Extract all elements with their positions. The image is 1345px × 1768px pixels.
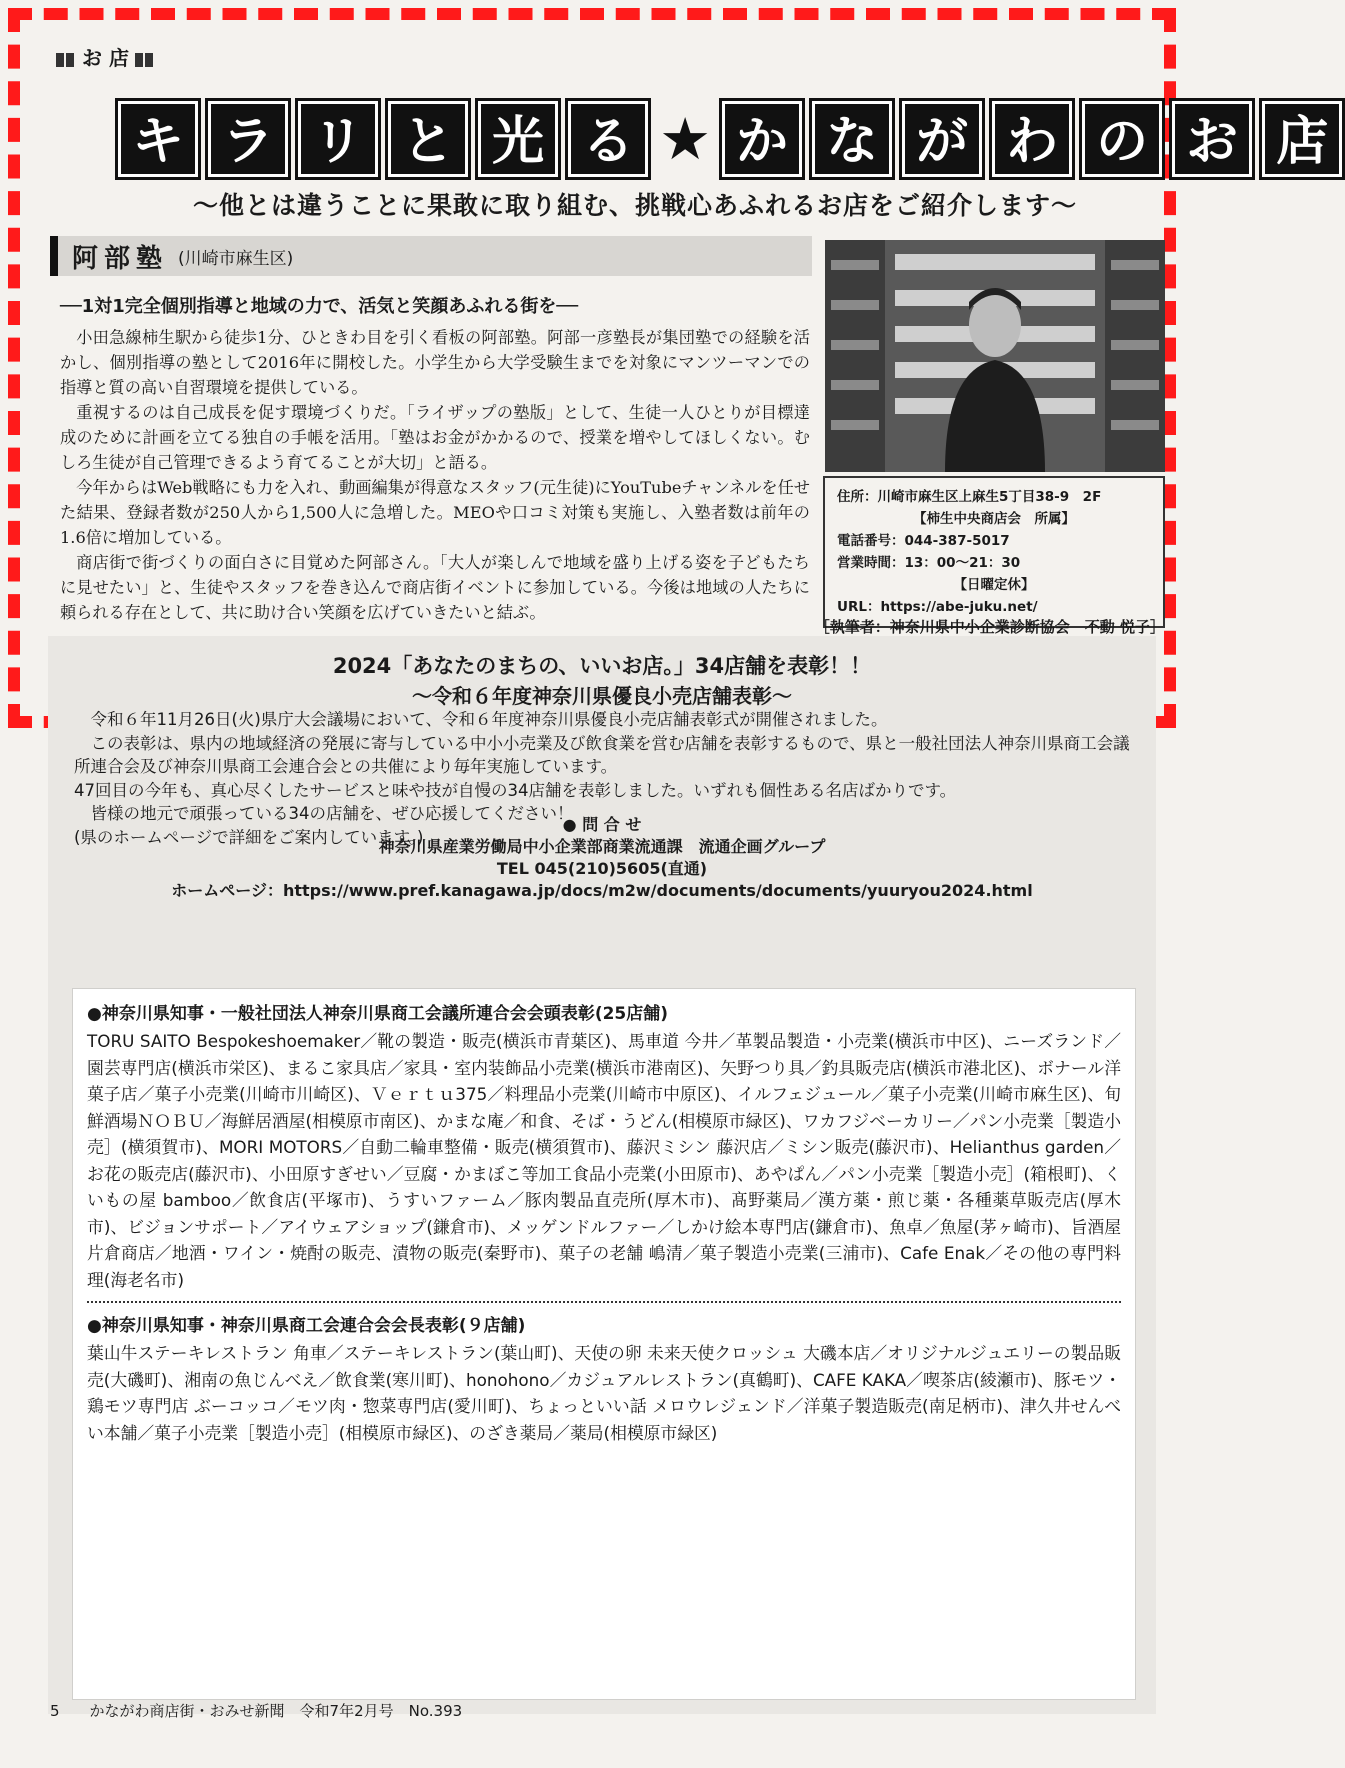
page-subtitle: 〜他とは違うことに果敢に取り組む、挑戦心あふれるお店をご紹介します〜	[192, 191, 1077, 220]
shop-closed-day: 【日曜定休】	[953, 577, 1035, 593]
article-lead: ──1対1完全個別指導と地域の力で、活気と笑顔あふれる街を──	[60, 296, 579, 317]
award-card	[48, 636, 1156, 1714]
list-heading: ●神奈川県知事・一般社団法人神奈川県商工会議所連合会会頭表彰(25店舗)	[87, 1004, 669, 1024]
bars-decoration-icon	[56, 53, 76, 67]
article-paragraph: 商店街で街づくりの面白さに目覚めた阿部さん。「大人が楽しんで地域を盛り上げる姿を子どもたちに見せたい」と、生徒やスタッフを巻き込んで商店街イベントに参加している。今後は地域の人たちに頼られる存在として、共に助け合い笑顔を広げていきたいと結ぶ。	[60, 553, 810, 622]
award-paragraph: 皆様の地元で頑張っている34の店舗を、ぜひ応援してください！	[74, 804, 574, 823]
banner-tile: る	[565, 98, 651, 180]
article-paragraph: 小田急線柿生駅から徒歩1分、ひときわ目を引く看板の阿部塾。阿部一彦塾長が集団塾での経験を活かし、個別指導の塾として2016年に開校した。小学生から大学受験生までを対象にマンツーマンでの指導と質の高い自習環境を提供している。	[60, 328, 810, 397]
page-footer: 5 かながわ商店街・おみせ新聞 令和7年2月号 No.393	[50, 1702, 463, 1720]
contact-phone: TEL 045(210)5605(直通)	[496, 859, 708, 878]
title-banner	[115, 98, 1329, 180]
contact-heading: ● 問 合 せ	[562, 815, 642, 834]
shop-name: 阿部塾	[72, 243, 169, 274]
article-paragraph: 重視するのは自己成長を促す環境づくりだ。「ライザップの塾版」として、生徒一人ひとりが目標達成のために計画を立てる独自の手帳を活用。「塾はお金がかかるので、授業を増やしてほしくない。むしろ生徒が自己管理できるよう育てることが大切」と語る。	[60, 403, 810, 472]
shop-info-box	[823, 476, 1165, 628]
award-paragraph: 令和６年11月26日(火)県庁大会議場において、令和６年度神奈川県優良小売店舗表彰式が開催されました。	[74, 710, 888, 729]
banner-tile: ラ	[205, 98, 291, 180]
awardee-list-2: 葉山牛ステーキレストラン 角車／ステーキレストラン(葉山町)、天使の卵 未来天使クロッシュ 大磯本店／オリジナルジュエリーの製品販売(大磯町)、湘南の魚じんべえ／飲食業(寒川町)、honohono／カジュアルレストラン(真鶴町)、CAFE KAKA／喫茶店(綾瀬市)、豚モツ・鶏モツ専門店 ぶーコッコ／モツ肉・惣菜専門店(愛川町)、ちょっといい話 メロウレジェンド／洋菓子製造販売(南足柄市)、津久井せんべい本舗／菓子小売業［製造小売］(相模原市緑区)、のざき薬局／薬局(相模原市緑区)	[87, 1343, 1121, 1443]
shop-phone: 電話番号：044-387-5017	[837, 533, 1010, 549]
list-heading: ●神奈川県知事・神奈川県商工会連合会会長表彰(９店舗)	[87, 1316, 526, 1336]
banner-tile: お	[1169, 98, 1255, 180]
banner-tile: の	[1079, 98, 1165, 180]
award-title: 2024「あなたのまちの、いいお店。」34店舗を表彰！！	[332, 654, 872, 678]
banner-tile: な	[809, 98, 895, 180]
shop-owner-photo	[825, 240, 1165, 472]
banner-tile: わ	[989, 98, 1075, 180]
dotted-divider	[87, 1301, 1121, 1303]
award-paragraph: この表彰は、県内の地域経済の発展に寄与している中小小売業及び飲食業を営む店舗を表彰するもので、県と一般社団法人神奈川県商工会議所連合会及び神奈川県商工会連合会との共催により毎年実施しています。	[74, 733, 1130, 776]
star-icon: ★	[659, 105, 712, 173]
awardee-list	[72, 988, 1136, 1700]
contact-dept: 神奈川県産業労働局中小企業部商業流通課 流通企画グループ	[378, 837, 826, 856]
banner-tile: が	[899, 98, 985, 180]
banner-tile: キ	[115, 98, 201, 180]
article-paragraph: 今年からはWeb戦略にも力を入れ、動画編集が得意なスタッフ(元生徒)にYouTubeチャンネルを任せた結果、登録者数が250人から1,500人に急増した。MEOや口コミ対策も実施し、入塾者数は前年の1.6倍に増加している。	[60, 478, 810, 547]
shop-address: 住所：川崎市麻生区上麻生5丁目38-9 2F	[837, 489, 1102, 505]
article-body	[60, 325, 810, 625]
banner-tile: 店	[1259, 98, 1345, 180]
banner-tile: 光	[475, 98, 561, 180]
contact-block	[48, 814, 1156, 902]
shop-location: (川崎市麻生区)	[178, 248, 294, 269]
article-author: ［執筆者：神奈川県中小企業診断協会 不動 悦子］	[814, 618, 1165, 636]
shop-hours: 営業時間：13：00〜21：30	[837, 555, 1021, 571]
contact-url[interactable]: ホームページ：https://www.pref.kanagawa.jp/docs/m2w/documents/documents/yuuryou2024.html	[171, 881, 1033, 900]
banner-tile: か	[719, 98, 805, 180]
section-tag-label: お 店	[82, 46, 129, 70]
banner-tile: と	[385, 98, 471, 180]
awardee-list-1: TORU SAITO Bespokeshoemaker／靴の製造・販売(横浜市青葉区)、馬車道 今井／革製品製造・小売業(横浜市中区)、ニーズランド／園芸専門店(横浜市栄区)、まるこ家具店／家具・室内装飾品小売業(横浜市港南区)、矢野つり具／釣具販売店(横浜市港北区)、ボナール洋菓子店／菓子小売業(川崎市川崎区)、Ｖｅｒｔｕ375／料理品小売業(川崎市中原区)、イルフェジュール／菓子小売業(川崎市麻生区)、旬鮮酒場ＮＯＢＵ／海鮮居酒屋(相模原市南区)、かまな庵／和食、そば・うどん(相模原市緑区)、ワカフジベーカリー／パン小売業［製造小売］(横須賀市)、MORI MOTORS／自動二輪車整備・販売(横須賀市)、藤沢ミシン 藤沢店／ミシン販売(藤沢市)、Helianthus garden／お花の販売店(藤沢市)、小田原すぎせい／豆腐・かまぼこ等加工食品小売業(小田原市)、あやぱん／パン小売業［製造小売］(箱根町)、くいもの屋 bamboo／飲食店(平塚市)、うすいファーム／豚肉製品直売所(厚木市)、髙野薬局／漢方薬・煎じ薬・各種薬草販売店(厚木市)、ビジョンサポート／アイウェアショップ(鎌倉市)、メッゲンドルファー／しかけ絵本専門店(鎌倉市)、魚卓／魚屋(茅ヶ崎市)、旨酒屋 片倉商店／地酒・ワイン・焼酎の販売、漬物の販売(秦野市)、菓子の老舗 嶋清／菓子製造小売業(三浦市)、Cafe Enak／その他の専門料理(海老名市)	[87, 1031, 1121, 1290]
award-paragraph: (県のホームページで詳細をご案内しています。)	[74, 827, 424, 847]
shop-association: 【柿生中央商店会 所属】	[913, 511, 1075, 527]
section-tag	[50, 42, 161, 71]
award-paragraph: 47回目の今年も、真心尽くしたサービスと味や技が自慢の34店舗を表彰しました。いずれも個性ある名店ばかりです。	[74, 780, 957, 800]
shop-url[interactable]: URL：https://abe-juku.net/	[837, 599, 1038, 615]
shop-header	[50, 236, 812, 276]
banner-tile: リ	[295, 98, 381, 180]
award-subtitle: 〜令和６年度神奈川県優良小売店舗表彰〜	[412, 684, 792, 708]
bars-decoration-icon	[135, 53, 155, 67]
